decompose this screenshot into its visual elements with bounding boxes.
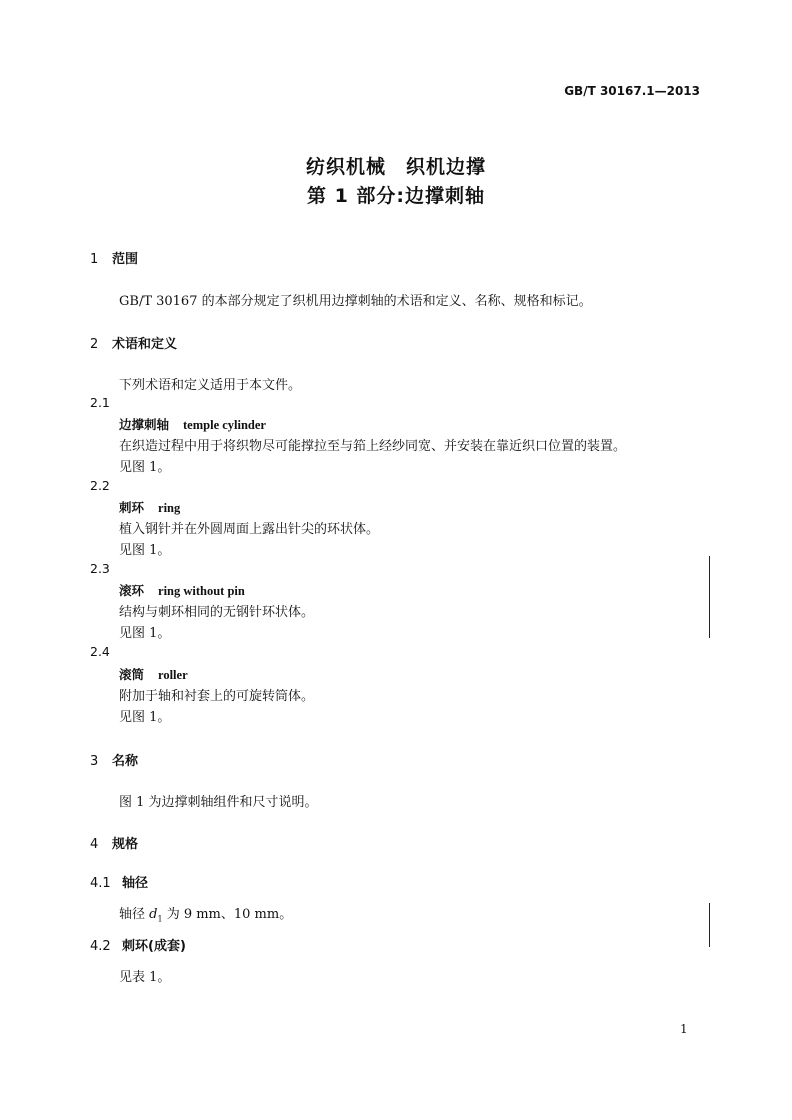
revision-change-bar: [709, 903, 710, 947]
section-3-text: 图 1 为边撑刺轴组件和尺寸说明。: [119, 795, 318, 810]
section-3-heading: [90, 750, 138, 769]
term-heading: [119, 665, 188, 683]
section-title: 范围: [112, 252, 139, 267]
section-number: 1: [90, 252, 99, 267]
section-number: 2: [90, 337, 99, 352]
text-pre: 轴径: [119, 907, 150, 922]
section-1-heading: [90, 248, 138, 267]
term-definition: 在织造过程中用于将织物尽可能撑拉至与筘上经纱同宽、并安装在靠近织口位置的装置。: [119, 439, 627, 454]
term-en: ring without pin: [158, 584, 245, 598]
document-title-line1: 纺织机械 织机边撑: [305, 156, 486, 178]
term-see-figure: 见图 1。: [119, 460, 171, 475]
section-1-text: GB/T 30167 的本部分规定了织机用边撑刺轴的术语和定义、名称、规格和标记。: [119, 294, 592, 309]
term-definition: 附加于轴和衬套上的可旋转筒体。: [119, 689, 315, 704]
term-heading: [119, 581, 245, 599]
subsection-4-2-text: 见表 1。: [119, 970, 171, 985]
term-heading: [119, 498, 180, 516]
term-number: 2.2: [90, 478, 110, 493]
section-title: 名称: [112, 754, 139, 769]
section-number: 4: [90, 837, 99, 852]
subsection-number: 4.1: [90, 876, 111, 891]
section-2-heading: [90, 333, 177, 352]
text-post: 为 9 mm、10 mm。: [162, 907, 293, 922]
section-title: 规格: [112, 837, 139, 852]
subsection-4-1-text: [119, 903, 292, 924]
section-2-intro: 下列术语和定义适用于本文件。: [119, 378, 302, 393]
term-definition: 植入钢针并在外圆周面上露出针尖的环状体。: [119, 522, 380, 537]
term-heading: [119, 415, 266, 433]
subsection-title: 轴径: [122, 876, 149, 891]
term-number: 2.1: [90, 395, 110, 410]
term-number: 2.4: [90, 644, 110, 659]
term-cn: 滚环: [119, 583, 145, 598]
term-definition: 结构与刺环相同的无钢针环状体。: [119, 605, 315, 620]
diameter-variable: d: [149, 907, 158, 922]
term-see-figure: 见图 1。: [119, 710, 171, 725]
term-see-figure: 见图 1。: [119, 543, 171, 558]
subsection-4-2-heading: [90, 935, 186, 954]
subsection-title: 刺环(成套): [122, 939, 186, 954]
document-title-line2: 第 1 部分:边撑刺轴: [306, 185, 486, 207]
term-number: 2.3: [90, 561, 110, 576]
section-number: 3: [90, 754, 99, 769]
section-4-heading: [90, 833, 138, 852]
term-see-figure: 见图 1。: [119, 626, 171, 641]
standard-number: GB/T 30167.1—2013: [564, 84, 700, 98]
subsection-4-1-heading: [90, 872, 148, 891]
diameter-subscript: 1: [157, 914, 163, 924]
term-cn: 刺环: [119, 500, 145, 515]
term-en: temple cylinder: [183, 418, 266, 432]
term-en: ring: [158, 501, 181, 515]
revision-change-bar: [709, 556, 710, 638]
term-cn: 边撑刺轴: [119, 417, 170, 432]
term-cn: 滚筒: [119, 667, 145, 682]
page-number: 1: [680, 1022, 688, 1036]
subsection-number: 4.2: [90, 939, 111, 954]
section-title: 术语和定义: [112, 337, 178, 352]
term-en: roller: [158, 668, 188, 682]
